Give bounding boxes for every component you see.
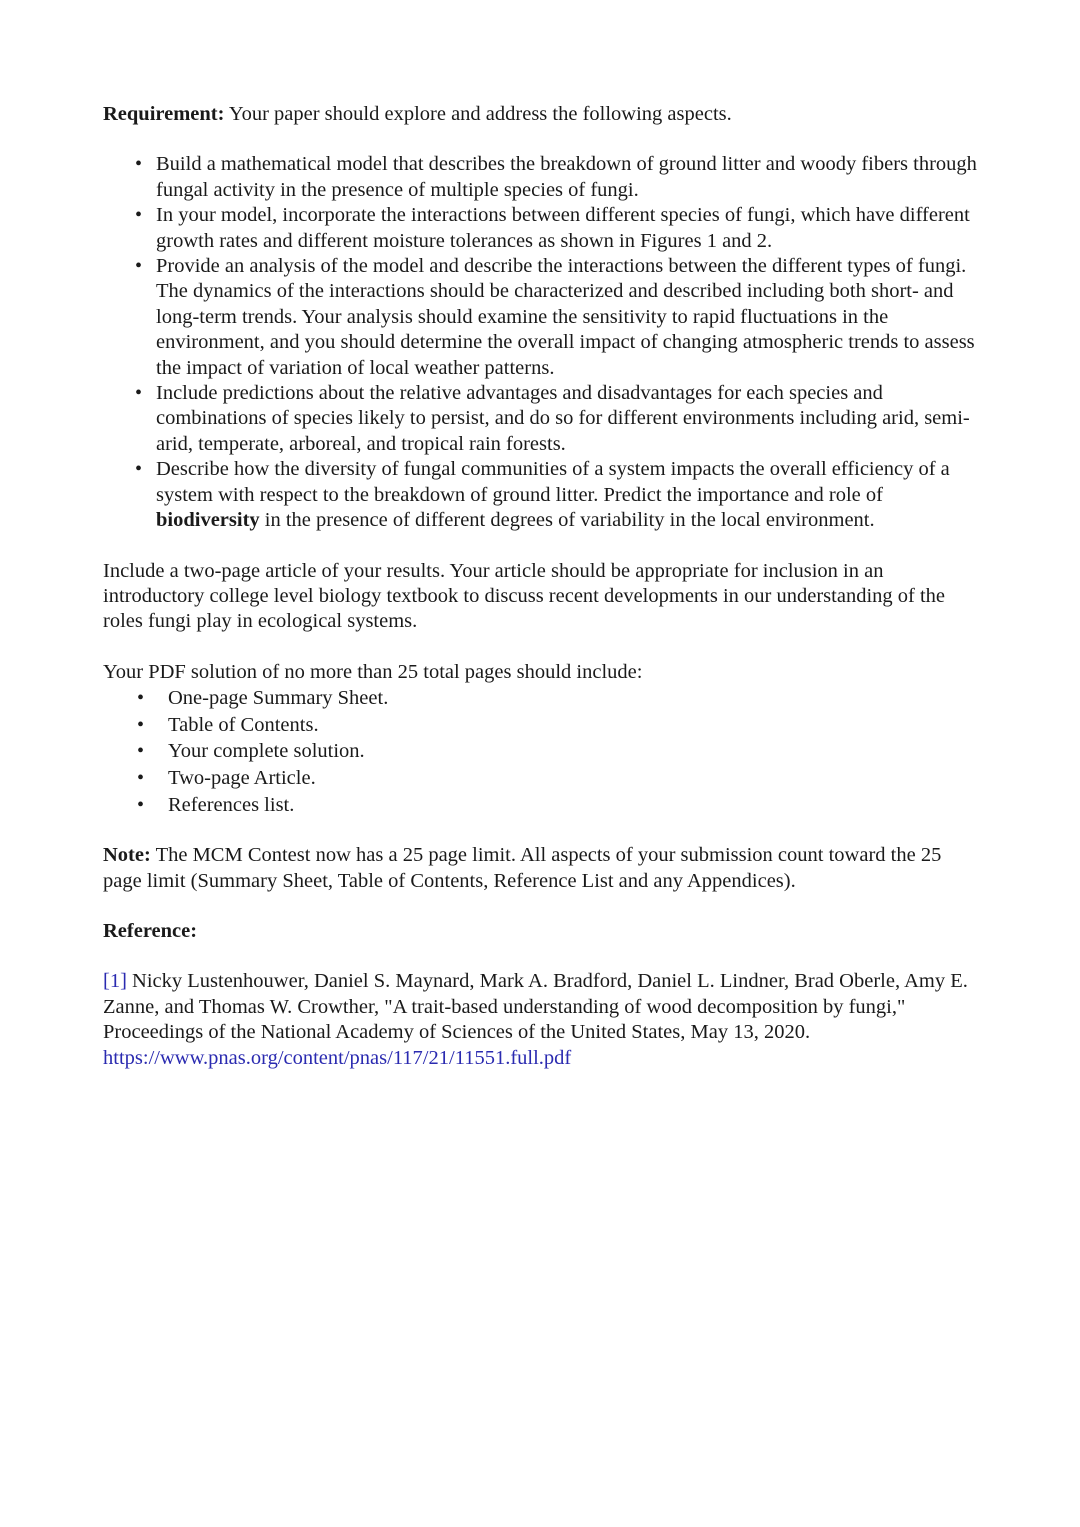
reference-link[interactable]: https://www.pnas.org/content/pnas/117/21/11551.full.pdf: [103, 1046, 572, 1069]
reference-entry: [1] Nicky Lustenhouwer, Daniel S. Maynard, Mark A. Bradford, Daniel L. Lindner, Brad Oberle, Amy E. Zanne, and Thomas W. Crowther, "A trait-based understanding of wood decomposition by fungi," Proceedings of the National Academy of Sciences of the United States, May 13, 2020. https://www.pnas.org/content/pnas/117/21/11551.full.pdf: [103, 970, 968, 1069]
requirement-list: [103, 152, 978, 533]
requirement-item: • Describe how the diversity of fungal communities of a system impacts the overall efficiency of a system with respect to the breakdown of ground litter. Predict the importance and role of biodiversity in the presence of different degrees of variability in the local environment.: [103, 457, 978, 533]
reference-heading: Reference:: [103, 919, 198, 942]
pdf-solution-intro: Your PDF solution of no more than 25 total pages should include:: [103, 660, 643, 683]
document-page: [103, 102, 978, 1071]
pdf-solution-list: [103, 685, 978, 818]
pdf-solution-item: • References list.: [103, 792, 978, 819]
reference-number[interactable]: [1]: [103, 970, 127, 993]
requirement-item: • Build a mathematical model that describes the breakdown of ground litter and woody fibers through fungal activity in the presence of multiple species of fungi.: [103, 152, 978, 203]
requirement-intro: Requirement: Your paper should explore and address the following aspects.: [103, 103, 732, 125]
requirement-item: • Provide an analysis of the model and describe the interactions between the different types of fungi. The dynamics of the interactions should be characterized and described including both short- and long-term trends. Your analysis should examine the sensitivity to rapid fluctuations in the environment, and you should determine the overall impact of changing atmospheric trends to assess the impact of variation of local weather patterns.: [103, 254, 978, 381]
requirement-label: Requirement:: [103, 103, 225, 125]
pdf-solution-item: • Two-page Article.: [103, 765, 978, 792]
requirement-item: • Include predictions about the relative advantages and disadvantages for each species and combinations of species likely to persist, and do so for different environments including arid, semi-arid, temperate, arboreal, and tropical rain forests.: [103, 381, 978, 457]
note-paragraph: Note: The MCM Contest now has a 25 page limit. All aspects of your submission count toward the 25 page limit (Summary Sheet, Table of Contents, Reference List and any Appendices).: [103, 844, 942, 892]
biodiversity-emphasis: biodiversity: [156, 509, 260, 532]
requirement-item: • In your model, incorporate the interactions between different species of fungi, which have different growth rates and different moisture tolerances as shown in Figures 1 and 2.: [103, 203, 978, 254]
note-label: Note:: [103, 844, 151, 867]
pdf-solution-item: • Your complete solution.: [103, 738, 978, 765]
pdf-solution-item: • Table of Contents.: [103, 712, 978, 739]
article-paragraph: Include a two-page article of your results. Your article should be appropriate for inclusion in an introductory college level biology textbook to discuss recent developments in our understanding of the roles fungi play in ecological systems.: [103, 559, 946, 633]
pdf-solution-item: • One-page Summary Sheet.: [103, 685, 978, 712]
